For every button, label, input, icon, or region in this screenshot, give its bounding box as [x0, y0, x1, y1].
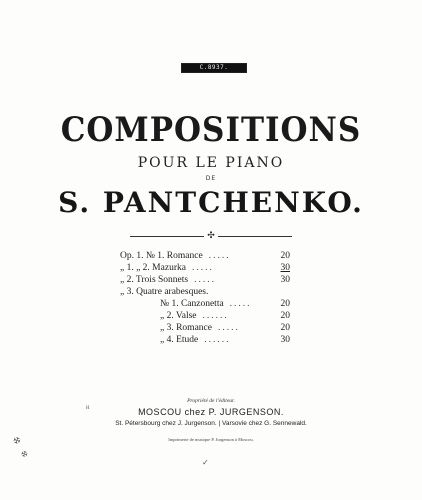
- work-price: 20: [280, 311, 290, 321]
- work-price: 30: [280, 335, 290, 345]
- dot-leader: .....: [208, 251, 231, 261]
- work-title: „ 2. Valse: [160, 311, 197, 321]
- dot-leader: ......: [204, 335, 231, 345]
- publisher-branches: St. Pétersbourg chez J. Jurgenson. | Varsovie chez G. Sennewald.: [115, 420, 307, 427]
- work-price: 20: [280, 299, 290, 309]
- catalog-row: [120, 310, 290, 322]
- printer-imprint: Imprimerie de musique P. Jurgenson à Moscou.: [168, 437, 254, 442]
- catalog-row: [120, 322, 290, 334]
- dot-leader: .....: [217, 323, 240, 333]
- work-price: 20: [280, 323, 290, 333]
- work-title: „ 3. Romance: [160, 323, 212, 333]
- plate-number: С.8937.: [181, 63, 247, 73]
- catalog-row: [120, 262, 290, 274]
- catalog-row: [120, 274, 290, 286]
- stamp-mark: ✠: [20, 449, 30, 459]
- catalog-row: [120, 298, 290, 310]
- work-price: 30: [280, 275, 290, 285]
- work-title: „ 4. Etude: [160, 335, 199, 345]
- catalog-row: [120, 334, 290, 346]
- catalog-row: [120, 250, 290, 262]
- publisher-block: [0, 397, 422, 429]
- stamp-mark: ✠: [11, 435, 23, 446]
- works-catalog: [120, 250, 290, 346]
- margin-mark: ᴴ: [86, 404, 90, 413]
- ownership-note: Propriété de l'éditeur.: [187, 398, 235, 404]
- work-price: 20: [280, 251, 290, 261]
- check-mark: ✓: [202, 458, 209, 467]
- dot-leader: .....: [191, 263, 214, 273]
- work-title: Op. 1. № 1. Romance: [120, 251, 203, 261]
- ornament-icon: ✣: [204, 231, 218, 241]
- work-title: „ 1. „ 2. Mazurka: [120, 263, 186, 273]
- work-price: 30: [280, 263, 290, 273]
- publisher-name: MOSCOU chez P. JURGENSON.: [138, 407, 284, 417]
- work-title: „ 2. Trois Sonnets: [120, 275, 189, 285]
- instrument-subtitle: POUR LE PIANO: [137, 155, 285, 171]
- dot-leader: .....: [194, 275, 216, 285]
- dot-leader: .....: [229, 299, 252, 309]
- composer-name: S. PANTCHENKO.: [58, 186, 364, 219]
- work-title: № 1. Canzonetta: [160, 299, 224, 309]
- collection-title: COMPOSITIONS: [60, 110, 362, 150]
- dot-leader: ......: [202, 311, 229, 321]
- by-word: DE: [205, 175, 217, 182]
- work-title: „ 3. Quatre arabesques.: [120, 287, 209, 297]
- catalog-row: [120, 286, 290, 298]
